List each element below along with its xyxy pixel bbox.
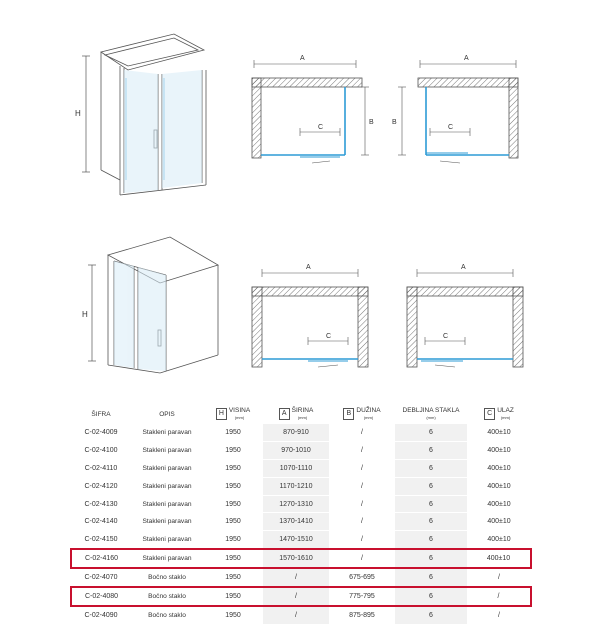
entry-c-icon: C <box>484 408 495 420</box>
table-row <box>71 549 531 568</box>
table-row <box>71 459 531 477</box>
cell-debljina: 6 <box>395 587 467 606</box>
cell-opis: Bočno staklo <box>131 587 203 606</box>
header-sirina: A ŠIRINA (mm) <box>263 404 329 424</box>
cell-duzina: / <box>329 549 395 568</box>
cell-opis: Bočno staklo <box>131 606 203 624</box>
cell-sirina: / <box>263 568 329 587</box>
table-header-row <box>71 404 531 424</box>
plan2-width-label: A <box>464 55 469 62</box>
table-row <box>71 477 531 495</box>
table-row <box>71 513 531 531</box>
bottom-plan1-width-label: A <box>306 264 311 271</box>
cell-opis: Bočno staklo <box>131 568 203 587</box>
cell-visina: 1950 <box>203 477 263 495</box>
cell-debljina: 6 <box>395 549 467 568</box>
plan1-width-label: A <box>300 55 305 62</box>
top-plan-view-1 <box>240 40 380 170</box>
cell-visina: 1950 <box>203 424 263 441</box>
cell-debljina: 6 <box>395 441 467 459</box>
cell-debljina: 6 <box>395 424 467 441</box>
cell-sifra: C-02-4110 <box>71 459 131 477</box>
cell-sifra: C-02-4100 <box>71 441 131 459</box>
cell-sirina: 970-1010 <box>263 441 329 459</box>
bottom-height-label: H <box>82 310 88 319</box>
cell-sifra: C-02-4090 <box>71 606 131 624</box>
cell-duzina: / <box>329 513 395 531</box>
cell-debljina: 6 <box>395 531 467 549</box>
cell-ulaz: 400±10 <box>467 424 531 441</box>
cell-duzina: / <box>329 441 395 459</box>
top-plan-view-2 <box>390 40 530 170</box>
height-h-icon: H <box>216 408 227 420</box>
cell-visina: 1950 <box>203 459 263 477</box>
cell-ulaz: / <box>467 587 531 606</box>
cell-sirina: 1470-1510 <box>263 531 329 549</box>
cell-sifra: C-02-4120 <box>71 477 131 495</box>
width-a-icon: A <box>279 408 290 420</box>
cell-ulaz: 400±10 <box>467 513 531 531</box>
cell-duzina: / <box>329 477 395 495</box>
cell-sifra: C-02-4140 <box>71 513 131 531</box>
bottom-plan2-entry-label: C <box>443 333 449 340</box>
cell-ulaz: 400±10 <box>467 441 531 459</box>
bottom-plan2-width-label: A <box>461 264 466 271</box>
table-row <box>71 606 531 624</box>
plan1-entry-label: C <box>318 124 324 131</box>
cell-duzina: 875-895 <box>329 606 395 624</box>
cell-visina: 1950 <box>203 513 263 531</box>
cell-sirina: 1270-1310 <box>263 495 329 513</box>
cell-visina: 1950 <box>203 495 263 513</box>
cell-opis: Stakleni paravan <box>131 424 203 441</box>
cell-opis: Stakleni paravan <box>131 441 203 459</box>
cell-opis: Stakleni paravan <box>131 549 203 568</box>
cell-debljina: 6 <box>395 495 467 513</box>
top-height-label: H <box>75 109 81 118</box>
cell-ulaz: 400±10 <box>467 495 531 513</box>
table-row <box>71 495 531 513</box>
cell-sirina: / <box>263 587 329 606</box>
cell-ulaz: 400±10 <box>467 477 531 495</box>
cell-duzina: / <box>329 531 395 549</box>
table-row <box>71 531 531 549</box>
cell-ulaz: 400±10 <box>467 459 531 477</box>
plan1-depth-label: B <box>369 119 374 126</box>
cell-duzina: / <box>329 495 395 513</box>
depth-b-icon: B <box>343 408 354 420</box>
cell-visina: 1950 <box>203 531 263 549</box>
cell-debljina: 6 <box>395 513 467 531</box>
cell-sifra: C-02-4130 <box>71 495 131 513</box>
header-duzina: B DUŽINA (mm) <box>329 404 395 424</box>
cell-opis: Stakleni paravan <box>131 495 203 513</box>
table-row <box>71 587 531 606</box>
cell-sifra: C-02-4080 <box>71 587 131 606</box>
cell-visina: 1950 <box>203 568 263 587</box>
cell-debljina: 6 <box>395 459 467 477</box>
cell-sirina: 1070-1110 <box>263 459 329 477</box>
cell-visina: 1950 <box>203 606 263 624</box>
cell-duzina: 775-795 <box>329 587 395 606</box>
plan2-depth-label: B <box>392 119 397 126</box>
corner-enclosure-drawing <box>70 30 220 205</box>
cell-sifra: C-02-4009 <box>71 424 131 441</box>
header-debljina: DEBLJINA STAKLA (mm) <box>395 404 467 424</box>
cell-sifra: C-02-4070 <box>71 568 131 587</box>
table-row <box>71 441 531 459</box>
cell-ulaz: / <box>467 606 531 624</box>
cell-duzina: / <box>329 459 395 477</box>
cell-opis: Stakleni paravan <box>131 531 203 549</box>
cell-visina: 1950 <box>203 587 263 606</box>
plan2-entry-label: C <box>448 124 454 131</box>
header-visina: H VISINA (mm) <box>203 404 263 424</box>
cell-sirina: 1570-1610 <box>263 549 329 568</box>
bottom-plan-view-1 <box>250 255 370 380</box>
cell-sifra: C-02-4160 <box>71 549 131 568</box>
table-row <box>71 424 531 441</box>
table-row <box>71 568 531 587</box>
niche-door-drawing <box>70 225 220 375</box>
cell-opis: Stakleni paravan <box>131 477 203 495</box>
cell-ulaz: 400±10 <box>467 549 531 568</box>
spec-table <box>70 404 532 625</box>
cell-debljina: 6 <box>395 568 467 587</box>
cell-sirina: 1170-1210 <box>263 477 329 495</box>
header-opis: OPIS <box>131 404 203 424</box>
cell-sifra: C-02-4150 <box>71 531 131 549</box>
cell-duzina: / <box>329 424 395 441</box>
cell-debljina: 6 <box>395 606 467 624</box>
cell-opis: Stakleni paravan <box>131 513 203 531</box>
header-ulaz: C ULAZ (mm) <box>467 404 531 424</box>
cell-ulaz: 400±10 <box>467 531 531 549</box>
bottom-plan-view-2 <box>405 255 525 380</box>
cell-visina: 1950 <box>203 549 263 568</box>
cell-sirina: / <box>263 606 329 624</box>
cell-debljina: 6 <box>395 477 467 495</box>
cell-duzina: 675-695 <box>329 568 395 587</box>
cell-opis: Stakleni paravan <box>131 459 203 477</box>
header-sifra: ŠIFRA <box>71 404 131 424</box>
cell-sirina: 870-910 <box>263 424 329 441</box>
cell-sirina: 1370-1410 <box>263 513 329 531</box>
cell-visina: 1950 <box>203 441 263 459</box>
cell-ulaz: / <box>467 568 531 587</box>
bottom-plan1-entry-label: C <box>326 333 332 340</box>
